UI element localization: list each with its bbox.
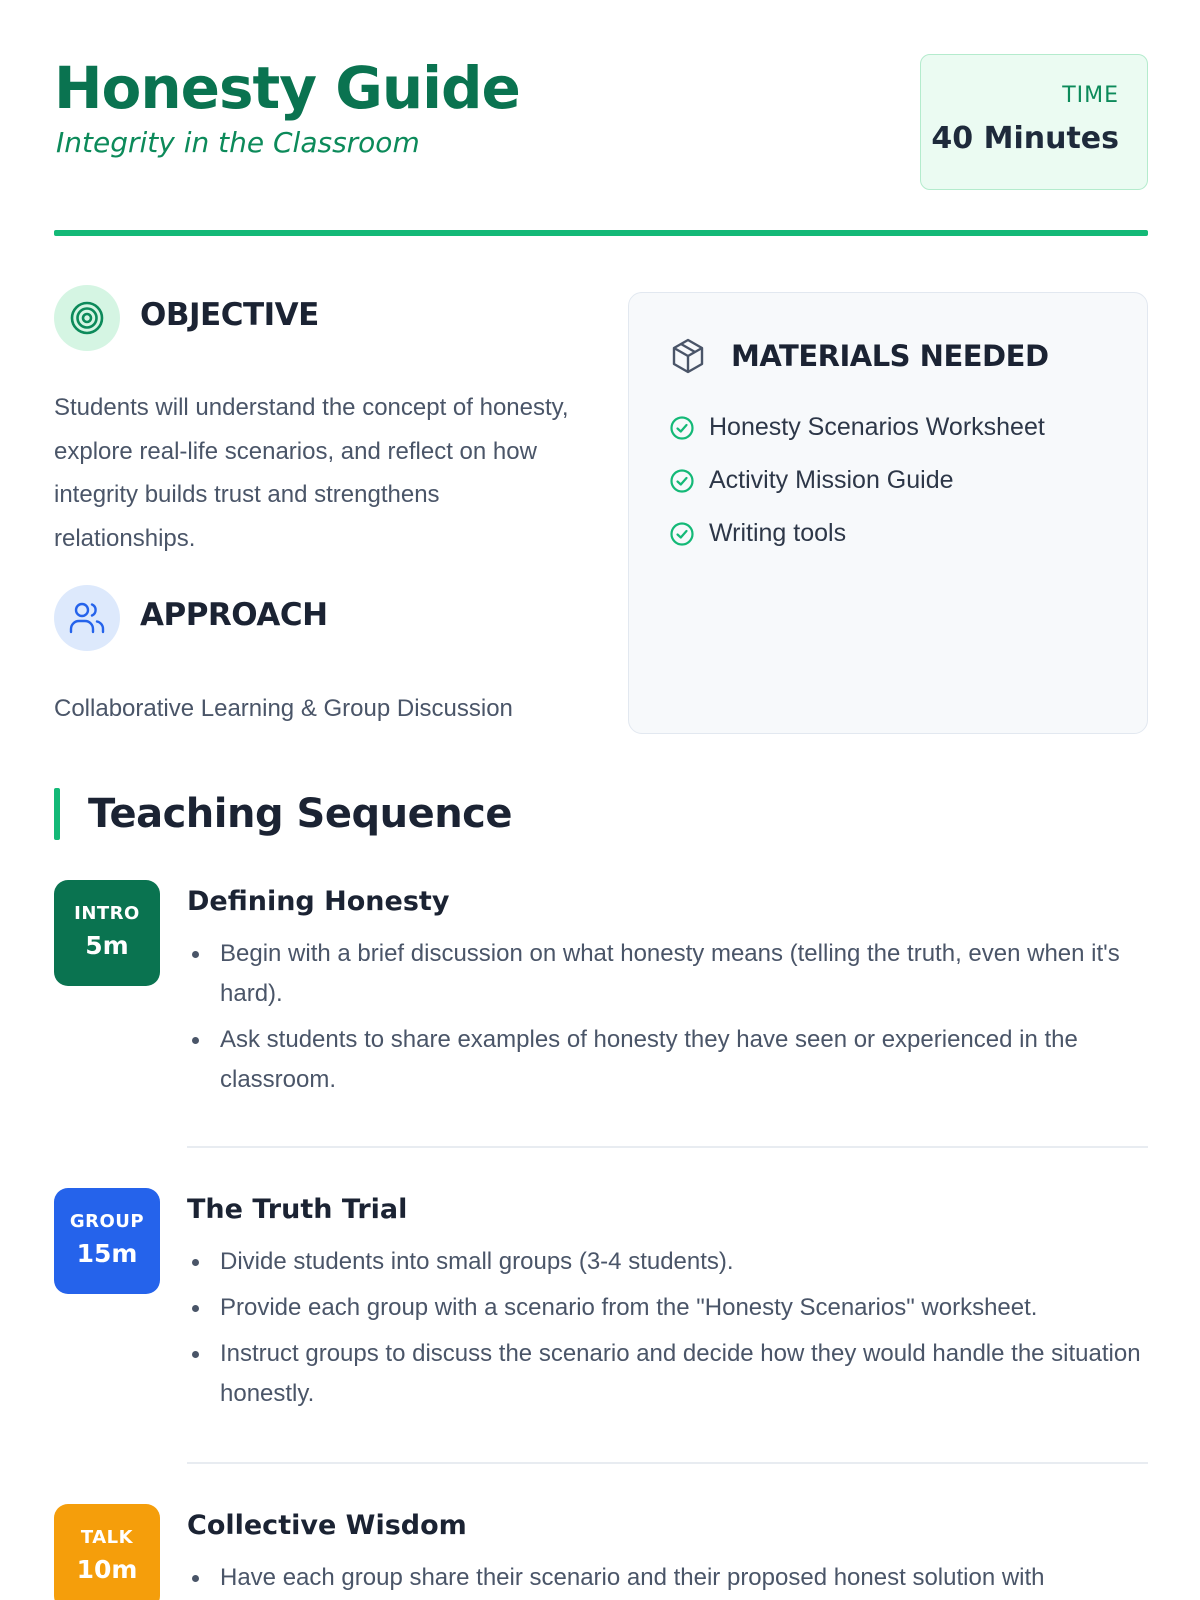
- step-divider: [187, 1462, 1148, 1464]
- list-item: [669, 454, 1045, 507]
- list-item: [669, 401, 1045, 454]
- section-accent-bar: [54, 788, 60, 840]
- step-badge: [54, 1504, 160, 1600]
- step-body: [187, 1504, 1148, 1600]
- step-title: Collective Wisdom: [187, 1510, 467, 1541]
- step-bullets: [187, 1558, 1148, 1598]
- approach-text: Collaborative Learning & Group Discussion: [54, 695, 513, 722]
- step-duration: 15m: [76, 1239, 138, 1268]
- target-icon: [54, 285, 120, 351]
- materials-heading: MATERIALS NEEDED: [731, 339, 1049, 373]
- objective-heading: OBJECTIVE: [140, 297, 319, 333]
- page-title: Honesty Guide: [54, 54, 520, 122]
- step-bullets: [187, 934, 1148, 1100]
- approach-header: [54, 585, 614, 651]
- materials-list: [669, 401, 1045, 560]
- step-badge-label: TALK: [80, 1527, 134, 1548]
- objective-header: [54, 285, 614, 351]
- step-badge-label: INTRO: [74, 903, 140, 924]
- objective-text: Students will understand the concept of honesty, explore real-life scenarios, and reflect on how integrity builds trust and strengthens relationships.: [54, 394, 569, 552]
- package-icon: [669, 337, 707, 375]
- users-icon: [54, 585, 120, 651]
- check-circle-icon: [669, 468, 695, 494]
- step-duration: 5m: [85, 931, 129, 960]
- time-card: [920, 54, 1148, 190]
- step-badge: [54, 1188, 160, 1294]
- list-item: Provide each group with a scenario from the "Honesty Scenarios" worksheet.: [187, 1288, 1148, 1328]
- header-divider: [54, 230, 1148, 236]
- material-label: Writing tools: [709, 519, 847, 547]
- sequence-heading: Teaching Sequence: [88, 791, 513, 837]
- material-label: Activity Mission Guide: [709, 466, 954, 494]
- step-badge: [54, 880, 160, 986]
- list-item: Ask students to share examples of honesty they have seen or experienced in the classroom.: [187, 1020, 1148, 1100]
- materials-card: [628, 292, 1148, 734]
- list-item: Begin with a brief discussion on what honesty means (telling the truth, even when it's hard).: [187, 934, 1148, 1014]
- step-badge-label: GROUP: [69, 1211, 145, 1232]
- page-subtitle: Integrity in the Classroom: [56, 126, 420, 159]
- material-label: Honesty Scenarios Worksheet: [709, 413, 1045, 441]
- time-value: 40 Minutes: [931, 121, 1119, 156]
- check-circle-icon: [669, 415, 695, 441]
- step-divider: [187, 1146, 1148, 1148]
- step-body: [187, 1188, 1148, 1420]
- step-title: Defining Honesty: [187, 886, 450, 917]
- step-bullets: [187, 1242, 1148, 1414]
- lesson-plan-page: [54, 0, 1148, 1600]
- check-circle-icon: [669, 521, 695, 547]
- list-item: Instruct groups to discuss the scenario and decide how they would handle the situation honestly.: [187, 1334, 1148, 1414]
- step-title: The Truth Trial: [187, 1194, 408, 1225]
- step-body: [187, 880, 1148, 1106]
- list-item: Have each group share their scenario and their proposed honest solution with: [187, 1558, 1148, 1598]
- approach-heading: APPROACH: [140, 597, 328, 633]
- time-label: TIME: [1062, 83, 1119, 108]
- list-item: Divide students into small groups (3-4 students).: [187, 1242, 1148, 1282]
- step-duration: 10m: [76, 1555, 138, 1584]
- list-item: [669, 507, 1045, 560]
- header: [54, 52, 1148, 192]
